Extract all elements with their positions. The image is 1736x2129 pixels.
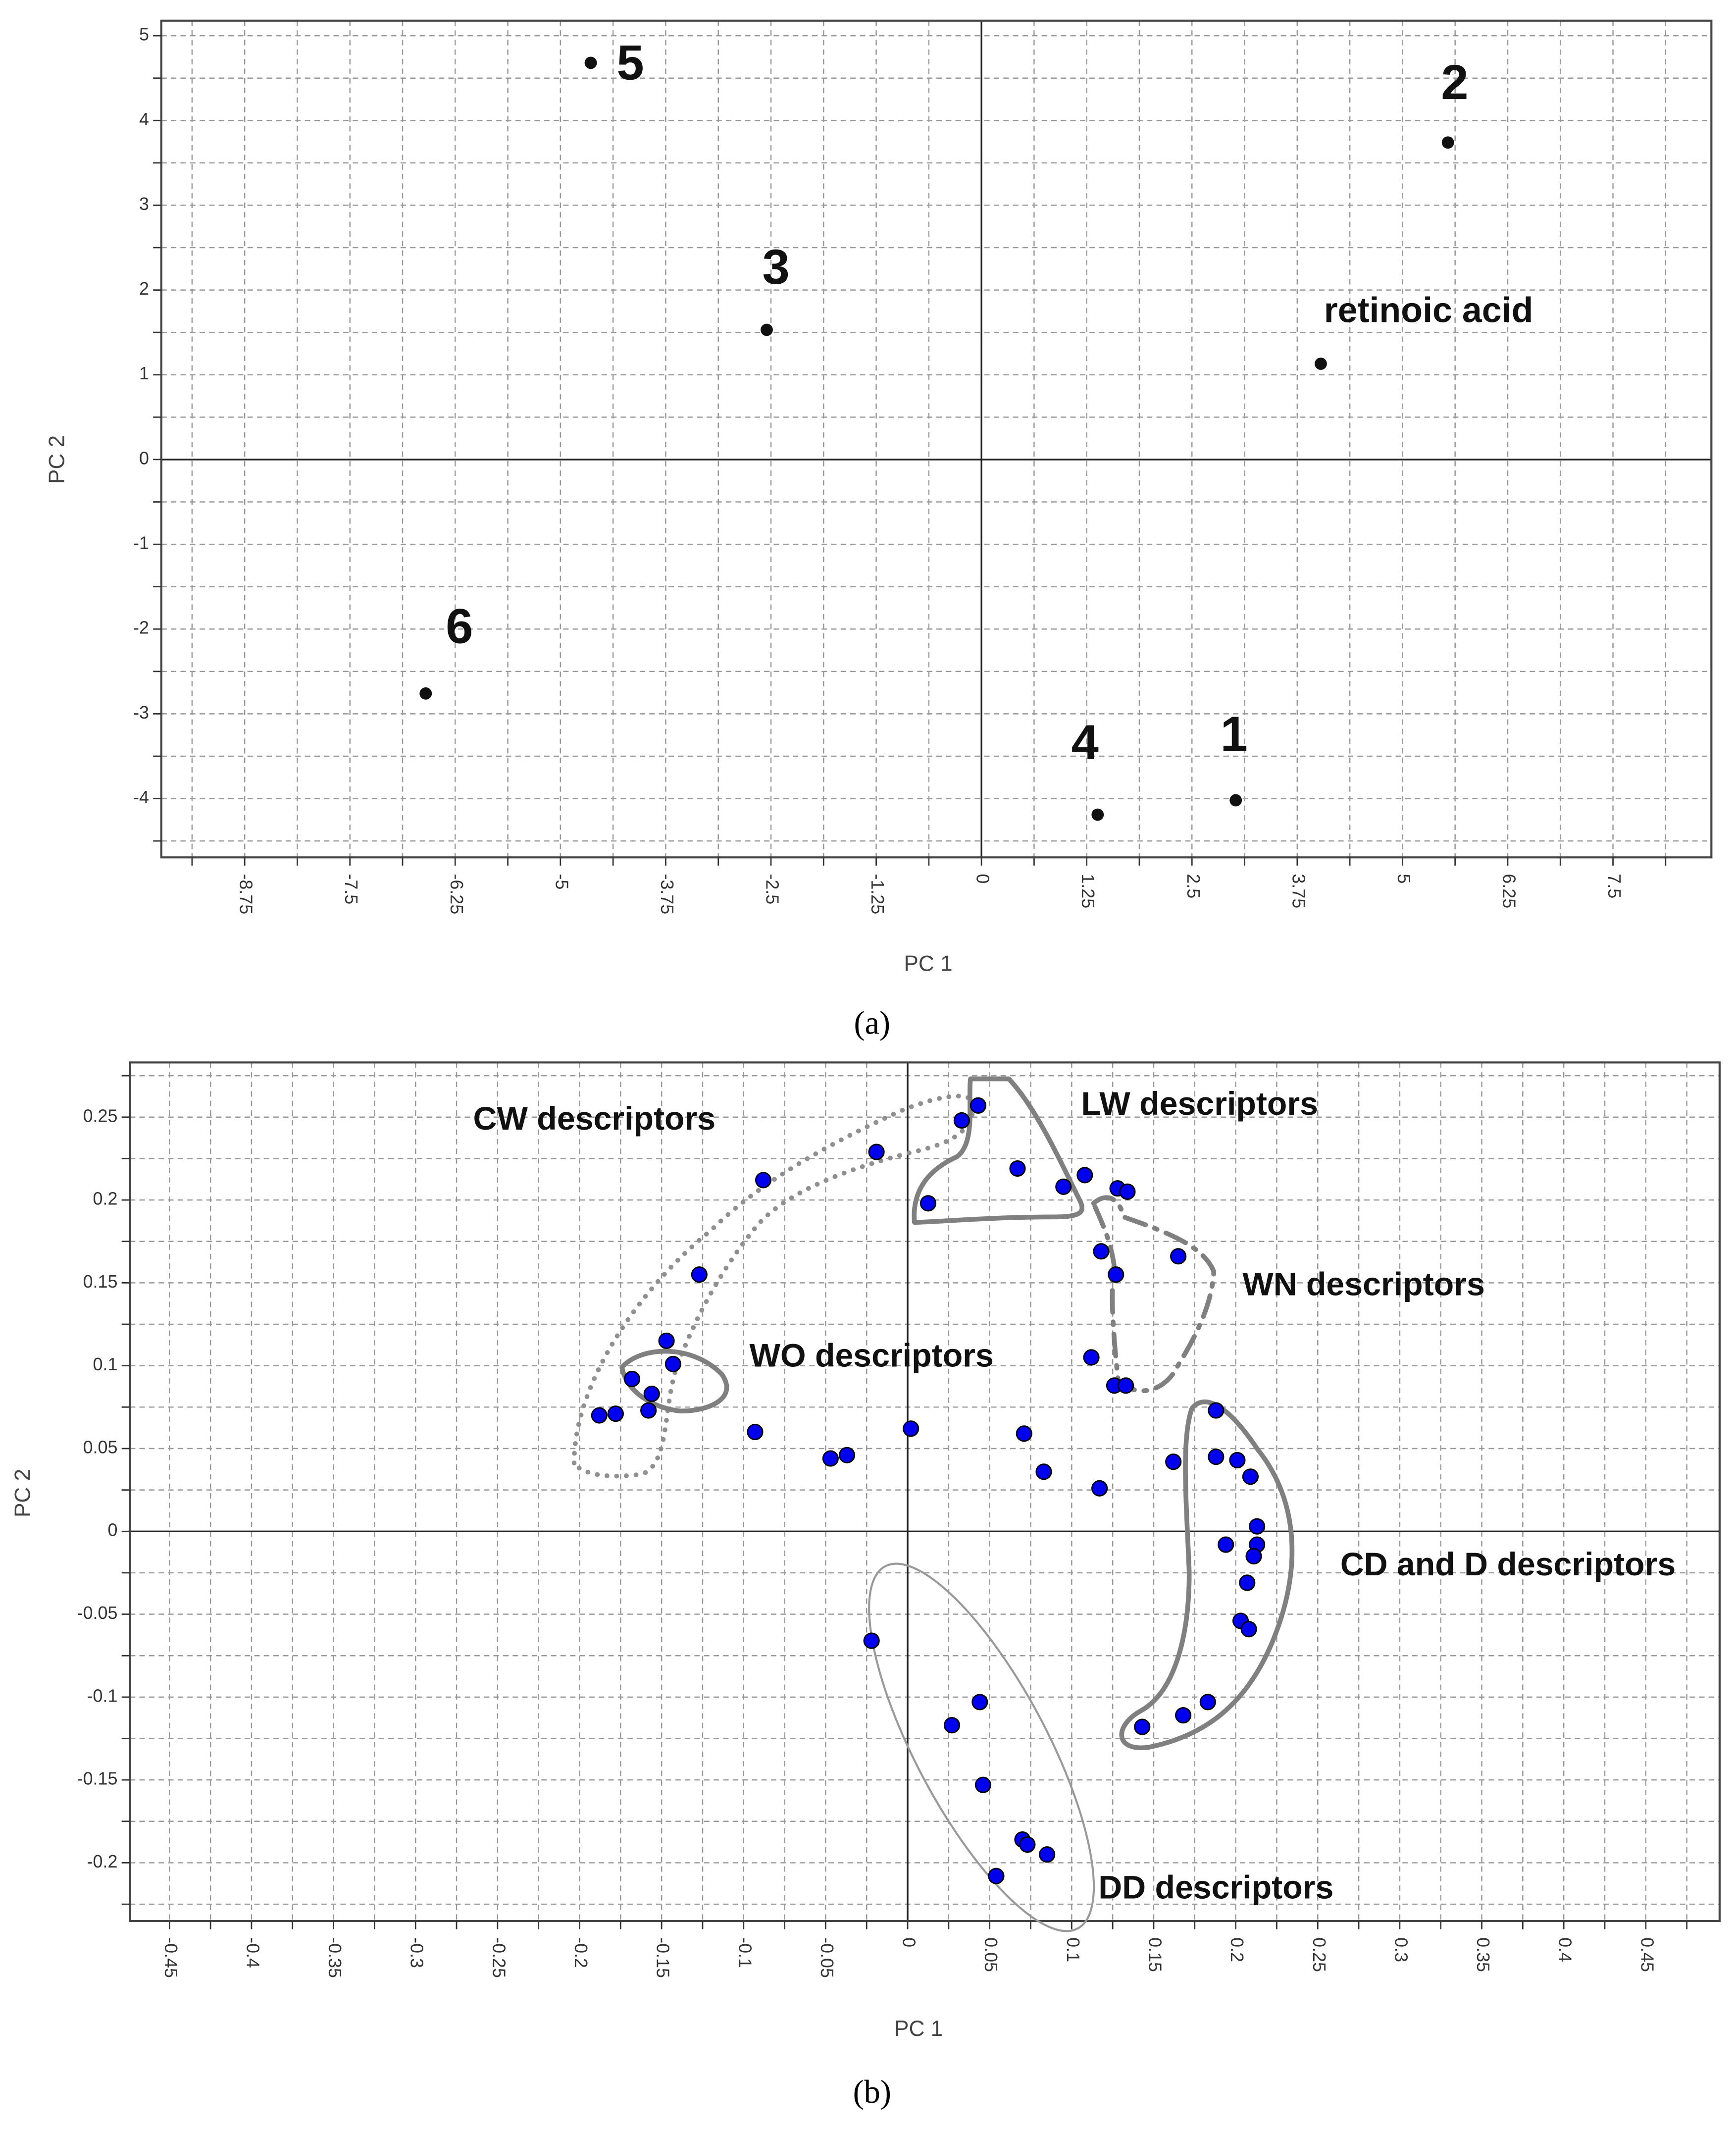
x-tick-label: 6.25 [1499,874,1519,909]
y-tick-label: -0.15 [77,1768,118,1789]
y-tick-label: -0.1 [87,1686,118,1706]
panel-a-scatter [45,21,1712,976]
data-point [1010,1161,1025,1176]
data-point [1230,1453,1245,1467]
x-tick-label: -1.25 [868,874,888,915]
data-point [761,324,773,336]
y-tick-label: 5 [139,24,149,45]
point-annotation: 4 [1071,715,1099,771]
data-point [1209,1450,1224,1464]
data-point [608,1406,623,1421]
point-annotation: WN descriptors [1242,1266,1485,1303]
point-annotation: 6 [446,599,473,654]
x-tick-label: -0.35 [325,1937,345,1978]
data-point [1118,1378,1133,1393]
data-point [1243,1469,1258,1484]
point-annotation: LW descriptors [1081,1086,1319,1123]
x-tick-label: 0.35 [1473,1937,1493,1972]
x-tick-label: -0.3 [407,1937,427,1968]
y-axis-label: PC 2 [10,1468,35,1518]
data-point [1077,1168,1092,1183]
plot-frame [161,21,1712,858]
data-point [419,687,432,700]
y-tick-label: -3 [133,702,149,723]
y-tick-label: 0.05 [83,1437,118,1457]
data-point [624,1371,639,1386]
point-annotation: 2 [1441,54,1469,110]
x-tick-label: 1.25 [1078,874,1098,909]
data-point [1175,1708,1190,1722]
data-point [1084,1350,1099,1365]
point-annotation: DD descriptors [1098,1869,1334,1906]
y-tick-label: 3 [139,194,149,214]
x-tick-label: -0.4 [243,1937,263,1968]
data-point [585,56,597,69]
x-tick-label: 2.5 [1183,874,1203,899]
data-point [989,1869,1004,1883]
x-tick-label: 7.5 [1604,874,1625,899]
y-tick-label: 1 [139,363,149,384]
data-point [1135,1719,1150,1734]
x-tick-label: 0.15 [1145,1937,1165,1972]
point-annotation: WO descriptors [749,1337,994,1374]
y-tick-label: 0.15 [83,1271,118,1292]
x-tick-label: -2.5 [762,874,782,905]
x-tick-label: 0.05 [981,1937,1001,1972]
data-point [748,1424,763,1439]
data-point [1109,1267,1123,1282]
data-point [1241,1621,1256,1636]
y-tick-label: -0.05 [77,1603,118,1623]
data-point [1092,1481,1107,1496]
data-point [954,1113,969,1128]
data-point [970,1098,985,1113]
data-point [975,1777,990,1792]
y-tick-label: -2 [133,618,149,638]
data-point [1166,1454,1181,1469]
y-tick-label: -1 [133,533,149,553]
data-point [592,1408,607,1423]
data-point [944,1718,959,1733]
data-point [1171,1249,1185,1264]
x-tick-label: 5 [1393,874,1414,884]
y-tick-label: 2 [139,279,149,299]
data-point [1209,1403,1224,1418]
data-point [1219,1537,1233,1552]
data-point [1442,136,1454,149]
point-annotation: 1 [1220,706,1248,762]
panel-a-caption: (a) [854,1005,891,1041]
x-tick-label: -0.25 [489,1937,509,1978]
data-point [644,1386,659,1401]
data-point [1229,794,1242,807]
x-tick-label: -0.1 [735,1937,755,1968]
x-tick-label: 0 [899,1937,919,1948]
y-tick-label: 0 [139,448,149,468]
x-tick-label: 0.1 [1063,1937,1083,1963]
data-point [972,1695,987,1710]
data-point [864,1633,879,1648]
x-tick-label: -6.25 [446,874,466,915]
y-tick-label: 0.25 [83,1106,118,1126]
data-point [1094,1244,1109,1259]
data-point [1056,1179,1071,1194]
data-point [823,1451,838,1466]
x-tick-label: 0.4 [1555,1937,1575,1963]
data-point [904,1421,919,1436]
x-tick-label: -8.75 [236,874,256,915]
y-tick-label: -0.2 [87,1851,118,1871]
data-point [756,1173,770,1188]
x-axis-label: PC 1 [904,951,953,976]
panel-b-scatter [11,1062,1720,2041]
cw-group-outline [574,1096,973,1476]
data-point [1120,1184,1135,1199]
panel-b-caption: (b) [853,2074,891,2111]
x-tick-label: 0 [972,874,993,884]
data-point [1240,1575,1255,1590]
x-tick-label: 0.25 [1309,1937,1329,1972]
data-point [692,1267,707,1282]
data-point [1017,1426,1031,1441]
point-annotation: CW descriptors [473,1100,716,1138]
data-point [665,1356,680,1371]
data-point [1249,1519,1264,1534]
data-point [869,1144,884,1159]
y-tick-label: 0 [107,1520,118,1540]
x-tick-label: -0.15 [653,1937,673,1978]
data-point [839,1448,854,1462]
x-tick-label: 0.45 [1637,1937,1657,1972]
point-annotation: 5 [616,35,644,91]
data-point [1036,1464,1051,1479]
y-tick-label: 0.1 [93,1354,118,1375]
x-tick-label: 3.75 [1288,874,1309,909]
x-tick-label: -0.05 [817,1937,837,1978]
data-point [1200,1695,1215,1710]
data-point [920,1196,935,1211]
x-tick-label: -7.5 [341,874,361,905]
data-point [1039,1847,1054,1862]
data-point [1091,809,1104,821]
x-tick-label: -0.2 [571,1937,591,1968]
point-annotation: CD and D descriptors [1340,1546,1676,1583]
x-tick-label: -0.45 [160,1937,181,1978]
x-tick-label: 0.3 [1391,1937,1411,1963]
y-axis-label: PC 2 [45,435,69,484]
data-point [1020,1837,1035,1852]
y-tick-label: -4 [133,787,149,808]
y-tick-label: 4 [139,109,149,129]
data-point [641,1403,656,1418]
point-annotation: retinoic acid [1324,290,1533,330]
x-tick-label: -5 [552,874,572,890]
data-point [659,1333,674,1348]
data-point [1246,1549,1261,1563]
point-annotation: 3 [762,239,790,295]
data-point [1315,358,1327,370]
dd-group-outline [827,1536,1136,1963]
x-tick-label: 0.2 [1227,1937,1247,1963]
x-tick-label: -3.75 [657,874,677,915]
x-axis-label: PC 1 [894,2016,943,2041]
y-tick-label: 0.2 [93,1189,118,1209]
